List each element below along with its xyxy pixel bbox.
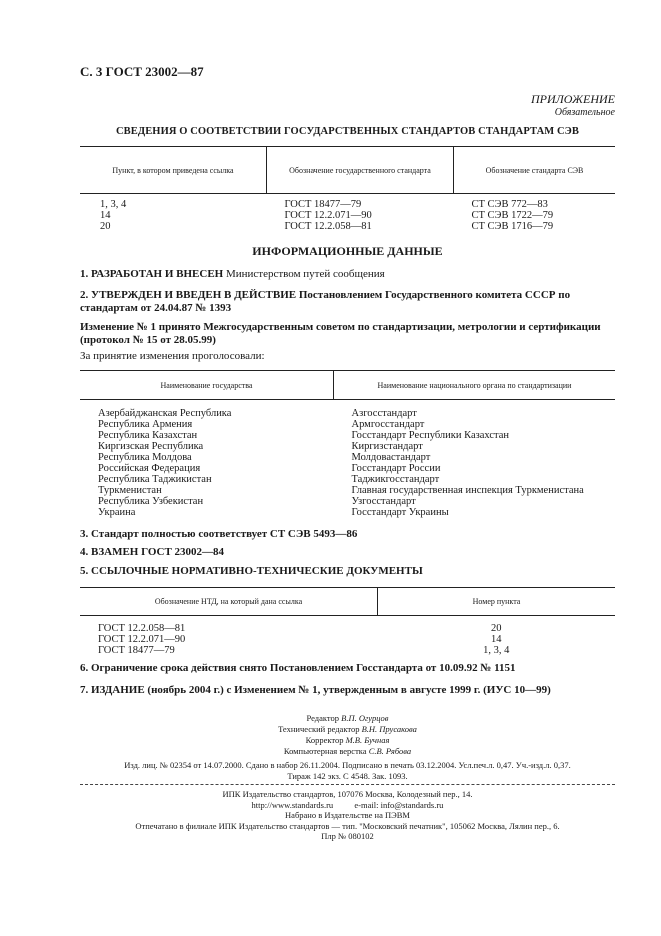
list-item: Армгосстандарт [351, 419, 425, 430]
appendix-subtitle: Обязательное [554, 107, 615, 118]
section-text: ССЫЛОЧНЫЕ НОРМАТИВНО-ТЕХНИЧЕСКИЕ ДОКУМЕНТЫ [91, 565, 423, 577]
col-header-sev: Обозначение стандарта СЭВ [454, 147, 616, 194]
section-4 [80, 546, 224, 559]
col-header-state: Наименование государства [80, 371, 334, 400]
list-item: Киргизская Республика [98, 441, 204, 452]
list-item: Молдовастандарт [351, 452, 431, 463]
section-5 [80, 565, 423, 578]
section-heading: УТВЕРЖДЕН И ВВЕДЕН В ДЕЙСТВИЕ [91, 289, 297, 301]
section-text: Постановлением Государственного комитета СССР по стандартам от 24.04.87 № 1393 [80, 289, 571, 314]
section-7 [80, 684, 615, 697]
list-item: Узгосстандарт [351, 496, 416, 507]
section-text: ИЗДАНИЕ (ноябрь 2004 г.) с Изменением № 1, утвержденным в августе 1999 г. (ИУС 10—99) [91, 684, 551, 696]
imprint-line: Плр № 080102 [321, 831, 374, 841]
votes-table [80, 370, 615, 519]
list-item: СТ СЭВ 1722—79 [471, 210, 554, 221]
credits-block [80, 713, 615, 757]
list-item: ГОСТ 12.2.071—90 [284, 210, 372, 221]
list-item: Украина [98, 507, 136, 518]
change-note: Изменение № 1 принято Межгосударственным советом по стандартизации, метрологии и сертификации (протокол № 15 от 28.05.99) [80, 321, 601, 346]
list-item: Республика Казахстан [98, 430, 198, 441]
imprint-block [60, 789, 635, 842]
col-header-body: Наименование национального органа по стандартизации [334, 371, 616, 400]
section-text: Министерством путей сообщения [225, 268, 385, 280]
table-header-row [80, 371, 615, 400]
section-text: Стандарт полностью соответствует СТ СЭВ 5493—86 [91, 528, 358, 540]
list-item: Госстандарт Республики Казахстан [351, 430, 510, 441]
sev-section-title: СВЕДЕНИЯ О СООТВЕТСТВИИ ГОСУДАРСТВЕННЫХ СТАНДАРТОВ СТАНДАРТАМ СЭВ [115, 126, 580, 137]
appendix-label [531, 92, 615, 118]
divider [80, 784, 615, 785]
credit-editor: Редактор В.П. Огурцов [306, 713, 389, 723]
col-header-doc: Обозначение НТД, на который дана ссылка [80, 588, 378, 616]
list-item: Госстандарт России [351, 463, 441, 474]
table-header-row [80, 588, 615, 616]
list-item: ГОСТ 12.2.058—81 [98, 623, 186, 634]
publication-line: Тираж 142 экз. С 4548. Зак. 1093. [287, 770, 408, 781]
appendix-title: ПРИЛОЖЕНИЕ [531, 92, 615, 106]
list-item: ГОСТ 12.2.071—90 [98, 634, 186, 645]
section-number: 3. [80, 528, 89, 540]
credit-layout: Компьютерная верстка С.В. Рябова [283, 746, 412, 756]
credit-tech-editor: Технический редактор В.Н. Прусакова [278, 724, 417, 734]
list-item: СТ СЭВ 772—83 [471, 199, 548, 210]
table-row [80, 400, 615, 520]
list-item: СТ СЭВ 1716—79 [471, 221, 554, 232]
col-header-gost: Обозначение государственного стандарта [267, 147, 454, 194]
list-item: Республика Молдова [98, 452, 192, 463]
section-text: Ограничение срока действия снято Постановлением Госстандарта от 10.09.92 № 1151 [91, 662, 516, 674]
list-item: 14 [100, 210, 111, 221]
imprint-line: Набрано в Издательстве на ПЭВМ [285, 810, 410, 820]
cell-sev [454, 194, 616, 234]
publication-info [80, 760, 615, 781]
cell-states [80, 400, 334, 520]
list-item: Туркменистан [98, 485, 162, 496]
section-2 [80, 289, 615, 314]
page-number-header: С. 3 ГОСТ 23002—87 [80, 64, 204, 79]
list-item: Главная государственная инспекция Туркменистана [351, 485, 584, 496]
list-item: Киргизстандарт [351, 441, 423, 452]
section-6 [80, 662, 615, 675]
section-number: 5. [80, 565, 89, 577]
section-number: 7. [80, 684, 89, 696]
section-number: 6. [80, 662, 89, 674]
voted-label: За принятие изменения проголосовали: [80, 350, 265, 362]
list-item: Республика Узбекистан [98, 496, 204, 507]
publication-line: Изд. лиц. № 02354 от 14.07.2000. Сдано в набор 26.11.2004. Подписано в печать 03.12.2004. Усл.печ.л. 0,47. Уч.-изд.л. 0,37. [124, 760, 571, 770]
section-number: 1. [80, 268, 89, 280]
section-text: ВЗАМЕН ГОСТ 23002—84 [91, 546, 225, 558]
info-data-title: ИНФОРМАЦИОННЫЕ ДАННЫЕ [252, 244, 443, 258]
cell-gost [267, 194, 454, 234]
list-item: Азербайджанская Республика [98, 408, 232, 419]
references-table [80, 587, 615, 657]
list-item: ГОСТ 12.2.058—81 [284, 221, 372, 232]
list-item: 14 [491, 634, 502, 645]
cell-bodies [334, 400, 616, 520]
list-item: ГОСТ 18477—79 [98, 645, 175, 656]
table-row [80, 616, 615, 658]
section-3 [80, 528, 357, 541]
list-item: 20 [491, 623, 502, 634]
imprint-line: ИПК Издательство стандартов, 107076 Москва, Колодезный пер., 14. [222, 789, 473, 799]
cell-items [378, 616, 616, 658]
list-item: 1, 3, 4 [483, 645, 510, 656]
col-header-item: Пункт, в котором приведена ссылка [80, 147, 267, 194]
sev-compliance-table [80, 146, 615, 233]
credit-corrector: Корректор М.В. Бучная [305, 735, 390, 745]
list-item: Госстандарт Украины [351, 507, 449, 518]
imprint-line: Отпечатано в филиале ИПК Издательство стандартов — тип. "Московский печатник", 105062 Москва, Лялин пер., 6. [135, 820, 560, 831]
cell-docs [80, 616, 378, 658]
section-number: 2. [80, 289, 89, 301]
section-1 [80, 268, 615, 281]
section-heading: РАЗРАБОТАН И ВНЕСЕН [91, 268, 224, 280]
col-header-item: Номер пункта [378, 588, 616, 616]
list-item: 20 [100, 221, 111, 232]
list-item: Российская Федерация [98, 463, 201, 474]
cell-items [80, 194, 267, 234]
list-item: ГОСТ 18477—79 [284, 199, 362, 210]
list-item: 1, 3, 4 [100, 199, 127, 210]
list-item: Таджикгосстандарт [351, 474, 440, 485]
list-item: Азгосстандарт [351, 408, 417, 419]
table-header-row [80, 147, 615, 194]
table-row [80, 194, 615, 234]
imprint-line: http://www.standards.ru e-mail: info@standards.ru [251, 799, 444, 810]
list-item: Республика Таджикистан [98, 474, 212, 485]
section-number: 4. [80, 546, 89, 558]
list-item: Республика Армения [98, 419, 193, 430]
